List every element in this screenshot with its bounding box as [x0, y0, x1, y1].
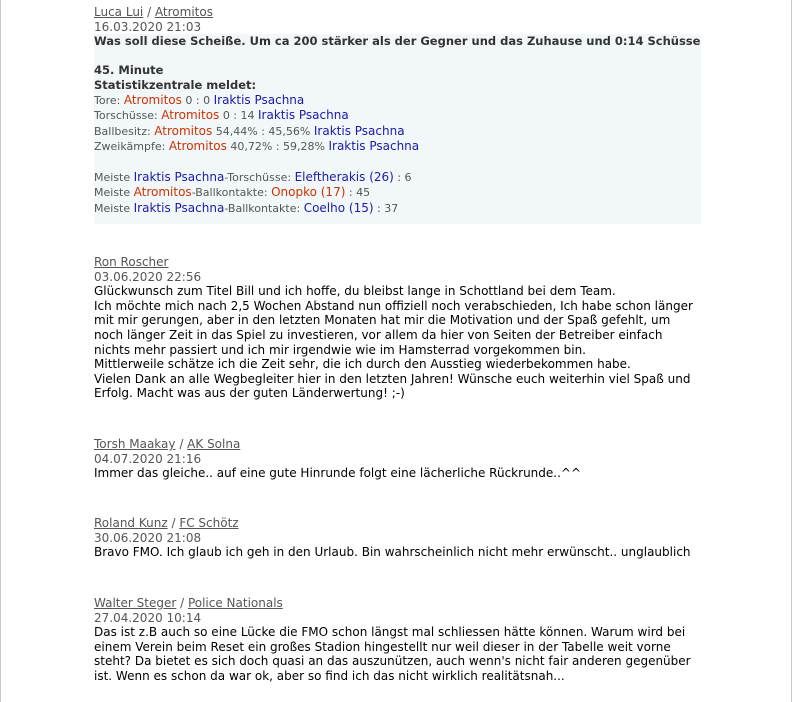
author-link[interactable]: Roland Kunz — [94, 516, 168, 530]
post-date: 30.06.2020 21:08 — [94, 530, 202, 545]
post-date: 27.04.2020 10:14 — [94, 610, 202, 625]
top-stat-row: Meiste Iraktis Psachna-Torschüsse: Eleftherakis (26) : 6 — [94, 169, 412, 184]
post-text: Das ist z.B auch so eine Lücke die FMO schon längst mal schliessen hätte können. Warum wird bei einem Verein beim Reset ein großes Stadion hingestellt nur weil dieser in der Tabelle weit vorne steht? Da bietet es sich doch quasi an das auszunützen, auch wenn's nicht fair anderen gegenüber ist. Wenn es schon da war ok, aber so find ich das nicht wirklich realitätsnah... — [94, 625, 691, 683]
post-4 — [94, 516, 700, 560]
stats-box — [94, 34, 701, 224]
minute-label: 45. Minute — [94, 63, 164, 78]
post-1 — [94, 5, 700, 224]
top-stat-row: Meiste Atromitos-Ballkontakte: Onopko (17) : 45 — [94, 185, 371, 200]
author-link[interactable]: Luca Lui — [94, 5, 144, 19]
club-link[interactable]: FC Schötz — [179, 516, 239, 530]
post-date: 04.07.2020 21:16 — [94, 451, 202, 466]
stat-row: Zweikämpfe: Atromitos 40,72% : 59,28% Iraktis Psachna — [94, 139, 420, 154]
post-header: Torsh Maakay / AK Solna — [94, 437, 241, 451]
post-text: Glückwunsch zum Titel Bill und ich hoffe, du bleibst lange in Schottland bei dem Team. Ich möchte mich nach 2,5 Wochen Abstand nun offiziell noch verabschieden, Ich habe schon länger mit mir gerungen, aber in den letzten Monaten hat mir die Motivation und der Spaß gefehlt, um noch länger Zeit in das Spiel zu investieren, vor allem da hier von Seiten der Betreiber einfach nichts mehr passiert und ich mir irgendwie wie im Hamsterrad vorgekommen bin. Mittlerweile schätze ich die Zeit sehr, die ich durch den Ausstieg wiederbekommen habe. Vielen Dank an alle Wegbegleiter hier in den letzten Jahren! Wünsche euch weiterhin viel Spaß und Erfolg. Macht was aus der guten Länderwertung! ;-) — [94, 284, 693, 401]
post-date: 16.03.2020 21:03 — [94, 19, 202, 34]
stats-central-label: Statistikzentrale meldet: — [94, 77, 257, 92]
post-header — [94, 255, 700, 270]
post-text: Was soll diese Scheiße. Um ca 200 stärker als der Gegner und das Zuhause und 0:14 Schüsse — [94, 34, 701, 49]
post-header: Walter Steger / Police Nationals — [94, 596, 283, 610]
author-link[interactable]: Torsh Maakay — [94, 437, 176, 451]
post-date: 03.06.2020 22:56 — [94, 269, 202, 284]
post-text: Immer das gleiche.. auf eine gute Hinrunde folgt eine lächerliche Rückrunde..^^ — [94, 466, 582, 481]
club-link[interactable]: AK Solna — [187, 437, 241, 451]
post-header: Roland Kunz / FC Schötz — [94, 516, 239, 530]
author-link[interactable]: Ron Roscher — [94, 255, 169, 269]
club-link[interactable]: Police Nationals — [187, 596, 283, 610]
post-text: Bravo FMO. Ich glaub ich geh in den Urlaub. Bin wahrscheinlich nicht mehr erwünscht.. unglaublich — [94, 545, 691, 560]
post-3 — [94, 437, 700, 481]
stat-row: Ballbesitz: Atromitos 54,44% : 45,56% Iraktis Psachna — [94, 123, 405, 138]
post-5 — [94, 596, 700, 684]
club-link[interactable]: Atromitos — [154, 5, 213, 19]
post-header: Luca Lui / Atromitos — [94, 5, 213, 19]
left-border — [0, 0, 1, 702]
stat-row: Tore: Atromitos 0 : 0 Iraktis Psachna — [94, 92, 305, 107]
author-link[interactable]: Walter Steger — [94, 596, 177, 610]
top-stat-row: Meiste Iraktis Psachna-Ballkontakte: Coelho (15) : 37 — [94, 200, 399, 215]
stat-row: Torschüsse: Atromitos 0 : 14 Iraktis Psachna — [94, 108, 349, 123]
post-2 — [94, 255, 700, 401]
